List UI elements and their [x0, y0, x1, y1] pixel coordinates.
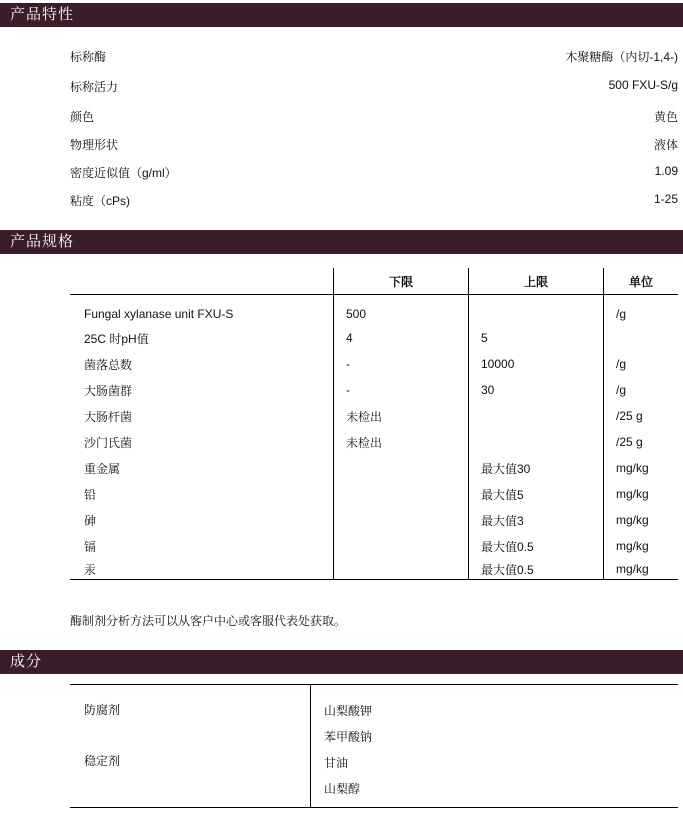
table-row — [70, 455, 678, 481]
column-header-max: 上限 — [469, 268, 604, 295]
property-row — [70, 78, 678, 95]
section-title: 产品规格 — [10, 233, 75, 250]
spec-max: 10000 — [469, 351, 604, 377]
property-label: 颜色 — [70, 110, 95, 124]
section-title: 产品特性 — [10, 6, 75, 23]
property-row — [70, 192, 678, 209]
spec-max: 30 — [469, 377, 604, 403]
property-label: 物理形状 — [70, 138, 119, 152]
spec-min: 4 — [334, 325, 469, 351]
spec-min — [334, 455, 469, 481]
ingredient-item: 山梨醇 — [324, 782, 361, 796]
section-title: 成分 — [10, 653, 43, 670]
spec-unit: /g — [604, 377, 679, 403]
column-header-min: 下限 — [334, 268, 469, 295]
specs-table — [70, 268, 678, 580]
spec-min: 500 — [334, 295, 469, 326]
spec-min: 未检出 — [334, 429, 469, 455]
spec-item: 25C 时pH值 — [84, 331, 149, 346]
spec-min: 未检出 — [334, 403, 469, 429]
analysis-method-note: 酶制剂分析方法可以从客户中心或客服代表处获取。 — [70, 614, 347, 628]
property-value: 黄色 — [653, 110, 678, 124]
section-header-ingredients — [0, 650, 683, 674]
spec-unit: mg/kg — [604, 507, 679, 533]
table-header-row — [70, 268, 678, 295]
property-label: 密度近似值（g/ml） — [70, 166, 177, 180]
ingredient-item: 甘油 — [324, 756, 349, 770]
spec-unit: /25 g — [604, 403, 679, 429]
ingredient-category-label: 稳定剂 — [84, 754, 121, 768]
spec-item: 大肠菌群 — [84, 383, 133, 398]
spec-max: 最大值30 — [469, 455, 604, 481]
table-row — [70, 351, 678, 377]
property-label: 标称酶 — [70, 50, 107, 64]
table-row — [70, 403, 678, 429]
property-label: 粘度（cPs) — [70, 194, 131, 208]
spec-item: 沙门氏菌 — [84, 435, 133, 450]
property-row — [70, 48, 678, 65]
spec-min — [334, 507, 469, 533]
spec-min: - — [334, 351, 469, 377]
table-row — [70, 507, 678, 533]
spec-max — [469, 429, 604, 455]
section-header-properties — [0, 3, 683, 27]
ingredient-item: 山梨酸钾 — [324, 704, 373, 718]
table-row — [70, 377, 678, 403]
spec-item: Fungal xylanase unit FXU-S — [84, 307, 234, 321]
spec-max — [469, 403, 604, 429]
table-row — [70, 481, 678, 507]
spec-max: 最大值0.5 — [469, 533, 604, 559]
column-header-unit: 单位 — [604, 268, 679, 295]
table-row — [70, 295, 678, 326]
table-row — [70, 559, 678, 580]
spec-unit: /25 g — [604, 429, 679, 455]
spec-unit — [604, 325, 679, 351]
spec-min: - — [334, 377, 469, 403]
spec-item: 镉 — [84, 539, 97, 554]
property-value: 1-25 — [653, 192, 678, 206]
spec-unit: /g — [604, 351, 679, 377]
property-row — [70, 108, 678, 125]
spec-item: 汞 — [70, 559, 334, 580]
spec-min — [334, 559, 469, 580]
table-row — [70, 325, 678, 351]
spec-max: 最大值5 — [469, 481, 604, 507]
column-divider — [310, 685, 311, 807]
spec-item: 砷 — [84, 513, 97, 528]
spec-max: 最大值0.5 — [469, 559, 604, 580]
table-row — [70, 429, 678, 455]
property-value: 液体 — [653, 138, 678, 152]
property-row — [70, 164, 678, 181]
ingredient-item: 苯甲酸钠 — [324, 730, 373, 744]
property-row — [70, 136, 678, 153]
spec-item: 菌落总数 — [84, 357, 133, 372]
spec-item: 重金属 — [84, 461, 121, 476]
property-value: 500 FXU-S/g — [608, 78, 678, 92]
ingredient-category-label: 防腐剂 — [84, 703, 121, 717]
spec-max: 最大值3 — [469, 507, 604, 533]
spec-unit: mg/kg — [604, 533, 679, 559]
spec-unit: mg/kg — [604, 455, 679, 481]
spec-max — [469, 295, 604, 326]
spec-max: 5 — [469, 325, 604, 351]
ingredients-table — [70, 684, 678, 808]
spec-unit: mg/kg — [604, 559, 679, 580]
column-header-item — [70, 268, 334, 295]
property-value: 木聚糖酶（内切-1,4-) — [565, 50, 678, 64]
spec-unit: mg/kg — [604, 481, 679, 507]
property-label: 标称活力 — [70, 80, 119, 94]
spec-min — [334, 481, 469, 507]
property-value: 1.09 — [654, 164, 678, 178]
spec-min — [334, 533, 469, 559]
table-row — [70, 533, 678, 559]
section-header-specs — [0, 230, 683, 254]
spec-item: 铅 — [84, 487, 97, 502]
spec-unit: /g — [604, 295, 679, 326]
spec-item: 大肠杆菌 — [84, 409, 133, 424]
